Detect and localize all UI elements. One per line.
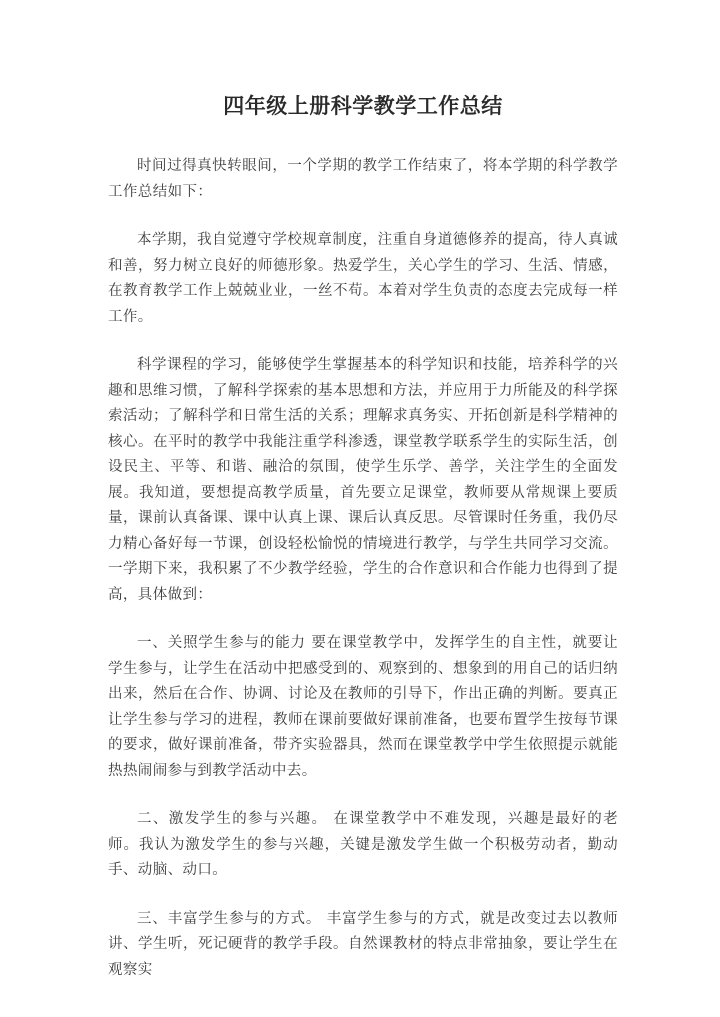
paragraph-intro: 时间过得真快转眼间，一个学期的教学工作结束了，将本学期的科学教学工作总结如下： <box>108 158 618 200</box>
paragraph-point-two: 二、激发学生的参与兴趣。 在课堂教学中不难发现，兴趣是最好的老师。我认为激发学生的参与兴趣，关键是激发学生做一个积极劳动者，勤动手、动脑、动口。 <box>108 811 618 878</box>
paragraph-science-course: 科学课程的学习，能够使学生掌握基本的科学知识和技能，培养科学的兴趣和思维习惯，了解科学探索的基本思想和方法，并应用于力所能及的科学探索活动；了解科学和日常生活的关系；理解求真务实、开拓创新是科学精神的核心。在平时的教学中我能注重学科渗透，课堂教学联系学生的实际生活，创设民主、平等、和谐、融洽的氛围，使学生乐学、善学，关注学生的全面发展。我知道，要想提高教学质量，首先要立足课堂，教师要从常规课上要质量，课前认真备课、课中认真上课、课后认真反思。尽管课时任务重，我仍尽力精心备好每一节课，创设轻松愉悦的情境进行教学，与学生共同学习交流。一学期下来，我积累了不少教学经验，学生的合作意识和合作能力也得到了提高，具体做到： <box>108 357 618 603</box>
document-body <box>108 92 618 1006</box>
document-title: 四年级上册科学教学工作总结 <box>223 93 503 118</box>
paragraph-conduct: 本学期，我自觉遵守学校规章制度，注重自身道德修养的提高，待人真诚和善，努力树立良好的师德形象。热爱学生，关心学生的学习、生活、情感，在教育教学工作上兢兢业业，一丝不苟。本着对学生负责的态度去完成每一样工作。 <box>108 232 618 325</box>
paragraph-point-three: 三、丰富学生参与的方式。 丰富学生参与的方式，就是改变过去以教师讲、学生听，死记硬背的教学手段。自然课教材的特点非常抽象，要让学生在观察实 <box>108 910 618 978</box>
paragraph-point-one: 一、关照学生参与的能力 要在课堂教学中，发挥学生的自主性，就要让学生参与，让学生在活动中把感受到的、观察到的、想象到的用自己的话归纳出来，然后在合作、协调、讨论及在教师的引导下，作出正确的判断。要真正让学生参与学习的进程，教师在课前要做好课前准备，也要布置学生按每节课的要求，做好课前准备，带齐实验器具，然而在课堂教学中学生依照提示就能热热闹闹参与到教学活动中去。 <box>108 635 618 779</box>
